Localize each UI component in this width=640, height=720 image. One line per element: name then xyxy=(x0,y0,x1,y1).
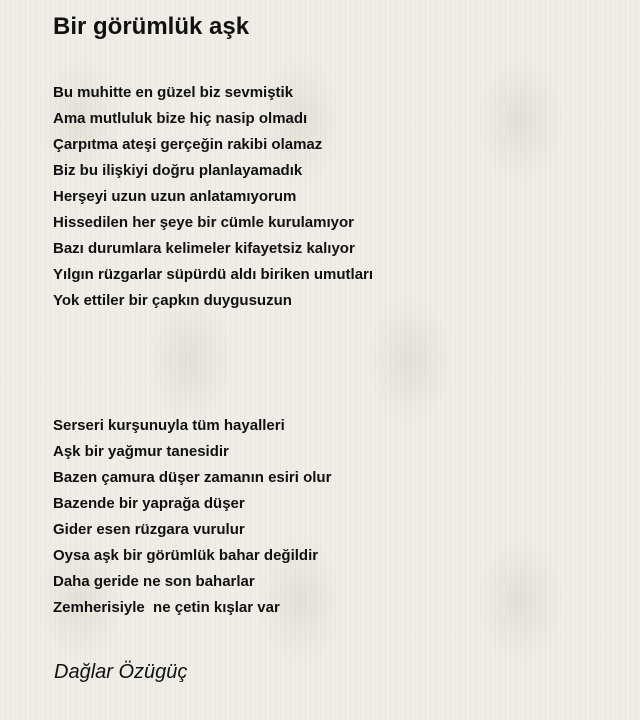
poem-line: Zemherisiyle ne çetin kışlar var xyxy=(53,599,280,616)
poem-line: Biz bu ilişkiyi doğru planlayamadık xyxy=(53,162,303,179)
poem-author: Dağlar Özügüç xyxy=(54,661,188,683)
poem-line: Çarpıtma ateşi gerçeğin rakibi olamaz xyxy=(53,136,323,153)
poem-line: Bazı durumlara kelimeler kifayetsiz kalıyor xyxy=(53,240,355,257)
stanza-2 xyxy=(53,413,331,621)
poem-line: Herşeyi uzun uzun anlatamıyorum xyxy=(53,188,297,205)
poem-line: Ama mutluluk bize hiç nasip olmadı xyxy=(53,110,308,127)
poem-line: Yılgın rüzgarlar süpürdü aldı biriken umutları xyxy=(53,266,374,283)
poem-line: Gider esen rüzgara vurulur xyxy=(53,521,245,538)
poem-line: Hissedilen her şeye bir cümle kurulamıyor xyxy=(53,214,354,231)
poem-line: Serseri kurşunuyla tüm hayalleri xyxy=(53,417,285,434)
poem-title: Bir görümlük aşk xyxy=(53,13,250,40)
poem-line: Bazende bir yaprağa düşer xyxy=(53,495,245,512)
poem-line: Daha geride ne son baharlar xyxy=(53,573,255,590)
poem-line: Yok ettiler bir çapkın duygusuzun xyxy=(53,292,292,309)
poem-line: Bu muhitte en güzel biz sevmiştik xyxy=(53,84,294,101)
poem-line: Aşk bir yağmur tanesidir xyxy=(53,443,229,460)
stanza-1 xyxy=(53,80,373,314)
poem-line: Oysa aşk bir görümlük bahar değildir xyxy=(53,547,319,564)
poem-line: Bazen çamura düşer zamanın esiri olur xyxy=(53,469,332,486)
